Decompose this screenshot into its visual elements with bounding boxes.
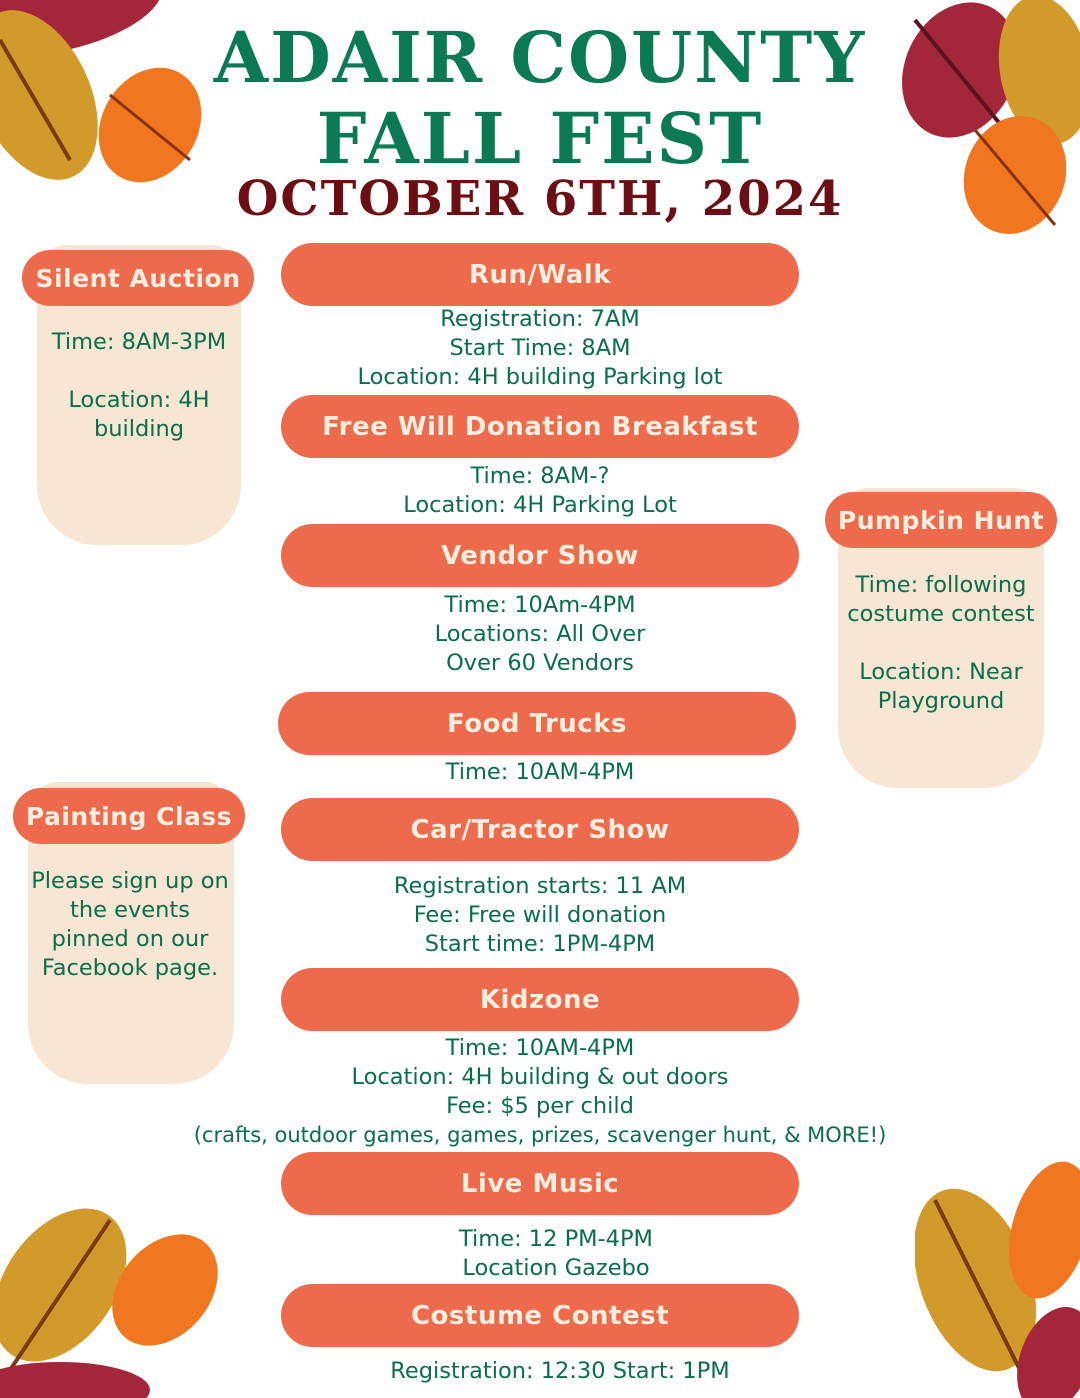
event-details-kidzone: Time: 10AM-4PM Location: 4H building & out doors Fee: $5 per child (crafts, outdoor games, games, prizes, scavenger hunt, & MORE!) [193,1035,887,1147]
silent-auction-title: Silent Auction [22,250,254,306]
silent-auction-details: Time: 8AM-3PM Location: 4H building [51,329,227,442]
event-details-costume-contest: Registration: 12:30 Start: 1PM [390,1358,730,1384]
event-title-live-music: Live Music [281,1152,799,1215]
event-title-car-tractor-show: Car/Tractor Show [281,798,799,861]
event-details-vendor-show: Time: 10Am-4PM Locations: All Over Over 60 Vendors [434,592,646,676]
event-title-run-walk: Run/Walk [281,243,799,306]
event-title-vendor-show: Vendor Show [281,524,799,587]
festival-title-line1: ADAIR COUNTY [213,16,867,99]
event-details-run-walk: Registration: 7AM Start Time: 8AM Location: 4H building Parking lot [357,306,723,390]
pumpkin-hunt-details: Time: following costume contest Location: Near Playground [847,572,1035,714]
event-title-costume-contest: Costume Contest [281,1284,799,1347]
pumpkin-hunt-title: Pumpkin Hunt [825,492,1057,548]
event-title-breakfast: Free Will Donation Breakfast [281,395,799,458]
event-details-car-tractor-show: Registration starts: 11 AM Fee: Free will donation Start time: 1PM-4PM [393,873,687,957]
painting-class-details: Please sign up on the events pinned on our Facebook page. [31,868,229,981]
event-title-kidzone: Kidzone [281,968,799,1031]
painting-class-title: Painting Class [13,788,245,844]
festival-date: OCTOBER 6TH, 2024 [236,171,844,227]
event-title-food-trucks: Food Trucks [278,692,796,755]
event-details-breakfast: Time: 8AM-? Location: 4H Parking Lot [403,463,677,518]
festival-title-line2: FALL FEST [316,97,764,180]
event-details-food-trucks: Time: 10AM-4PM [445,759,635,785]
event-details-live-music: Time: 12 PM-4PM Location Gazebo [459,1226,653,1281]
